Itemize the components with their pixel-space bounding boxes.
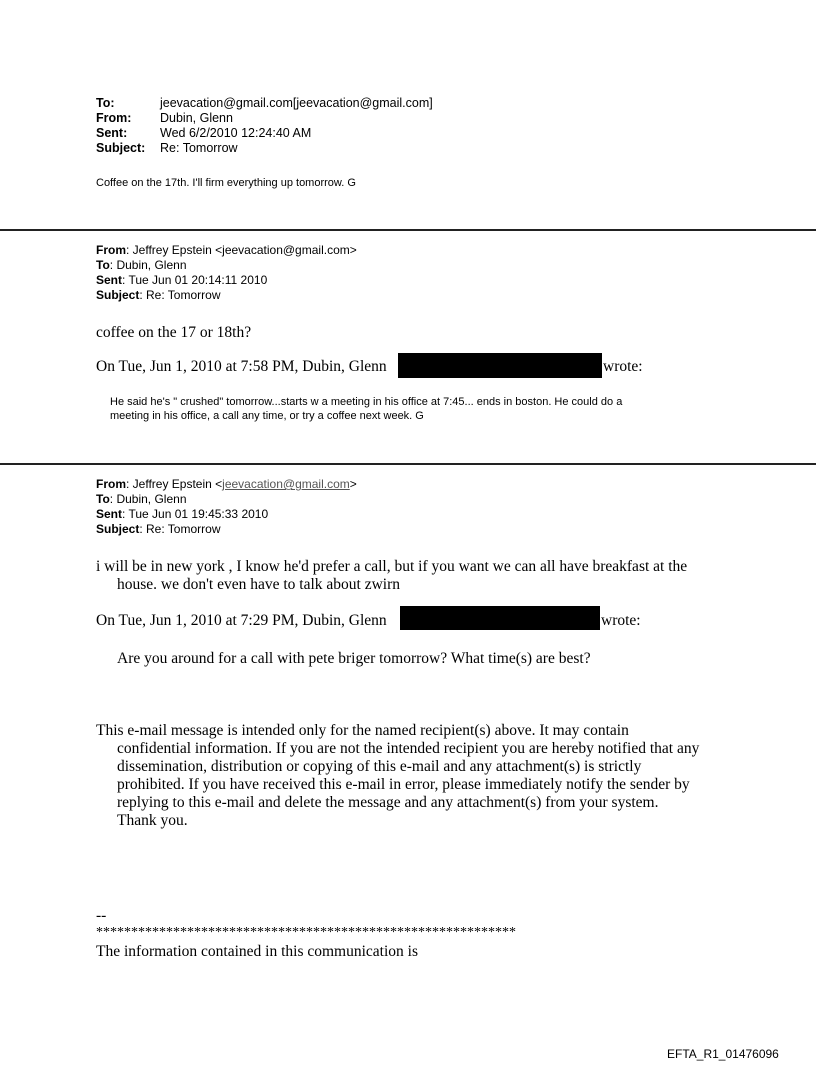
from-value: Dubin, Glenn [160,111,233,125]
message-2-header [96,477,357,537]
msg2-sent-label: Sent [96,507,123,521]
msg2-quote-body: Are you around for a call with pete briger tomorrow? What time(s) are best? [117,650,591,667]
divider-2 [0,463,816,465]
disclaimer [96,722,736,830]
document-id: EFTA_R1_01476096 [667,1047,779,1061]
msg2-sent-value: : Tue Jun 01 19:45:33 2010 [122,507,269,521]
msg2-from-email-link[interactable]: jeevacation@gmail.com [222,477,350,491]
msg1-sent-value: : Tue Jun 01 20:14:11 2010 [122,273,268,287]
from-label: From: [96,111,132,125]
msg2-from-suffix: > [349,477,357,491]
msg1-body: coffee on the 17 or 18th? [96,324,252,341]
disclaimer-line: replying to this e-mail and delete the message and any attachment(s) from your system. [117,794,659,811]
msg1-to-value: : Dubin, Glenn [109,258,187,272]
sent-label: Sent: [96,126,128,140]
footer-info: The information contained in this communication is [96,943,418,960]
msg1-from-label: From [96,243,126,257]
msg2-subject-label: Subject [96,522,140,536]
disclaimer-line: confidential information. If you are not the intended recipient you are hereby notified that any [117,740,700,757]
to-label: To: [96,96,115,110]
footer-dashes: -- [96,907,107,924]
subject-label: Subject: [96,141,146,155]
msg2-from-label: From [96,477,126,491]
divider-1 [0,229,816,231]
to-value: jeevacation@gmail.com[jeevacation@gmail.com] [160,96,433,110]
msg2-body-line2: house. we don't even have to talk about zwirn [117,576,401,593]
msg1-from-value: : Jeffrey Epstein <jeevacation@gmail.com> [126,243,357,257]
msg1-quote-tail: wrote: [603,358,643,375]
msg2-to-label: To [96,492,110,506]
msg2-body-line1: i will be in new york , I know he'd prefer a call, but if you want we can all have breakfast at the [96,558,688,575]
msg1-subject-label: Subject [96,288,140,302]
msg1-quote-line1: He said he's " crushed" tomorrow...starts w a meeting in his office at 7:45... ends in boston. He could do a [110,396,623,408]
msg1-sent-label: Sent [96,273,123,287]
disclaimer-line: dissemination, distribution or copying of this e-mail and any attachment(s) is strictly [117,758,642,775]
top-body-text: Coffee on the 17th. I'll firm everything up tomorrow. G [96,177,356,189]
redaction-bar [400,606,600,630]
msg2-to-value: : Dubin, Glenn [109,492,187,506]
sent-value: Wed 6/2/2010 12:24:40 AM [160,126,312,140]
msg2-from-prefix: : Jeffrey Epstein < [126,477,223,491]
disclaimer-line: Thank you. [117,812,188,829]
disclaimer-line: prohibited. If you have received this e-mail in error, please immediately notify the sender by [117,776,690,793]
msg1-subject-value: : Re: Tomorrow [139,288,221,302]
msg1-quote-intro: On Tue, Jun 1, 2010 at 7:58 PM, Dubin, Glenn [96,358,387,375]
msg1-quote-line2: meeting in his office, a call any time, or try a coffee next week. G [110,410,424,422]
msg1-to-label: To [96,258,110,272]
msg2-quote-tail: wrote: [601,612,641,629]
footer-stars: ************************************************************ [96,925,516,940]
subject-value: Re: Tomorrow [160,141,238,155]
disclaimer-line: This e-mail message is intended only for the named recipient(s) above. It may contain [96,722,629,739]
redaction-bar [398,353,602,378]
message-1-header [96,243,357,303]
msg2-subject-value: : Re: Tomorrow [139,522,221,536]
email-header [96,96,433,156]
msg2-quote-intro: On Tue, Jun 1, 2010 at 7:29 PM, Dubin, Glenn [96,612,387,629]
